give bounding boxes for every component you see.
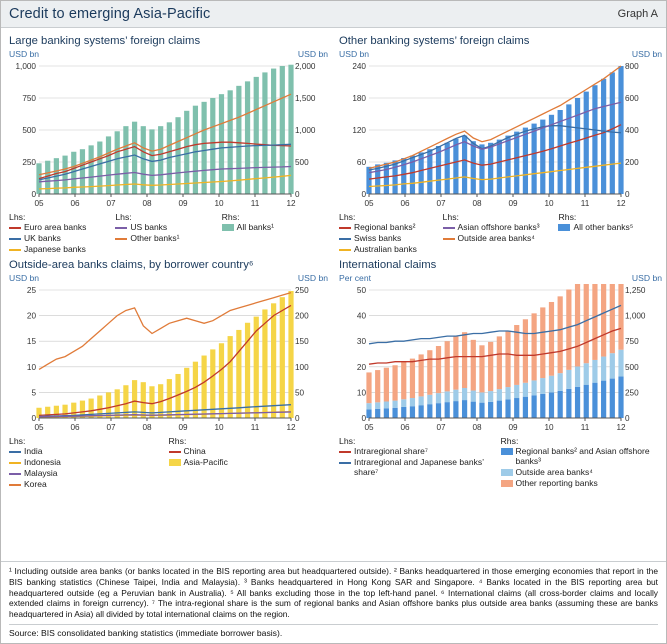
panel-2-right-unit: USD bn	[631, 49, 662, 59]
china-swatch	[169, 451, 181, 454]
svg-text:500: 500	[625, 362, 639, 372]
korea-swatch	[9, 484, 21, 487]
legend-item	[339, 245, 443, 255]
panel-1-legend-col-2	[115, 212, 221, 256]
indonesia-swatch	[9, 462, 21, 465]
svg-text:1,500: 1,500	[295, 94, 316, 103]
panel-2-legend-lhs2-label: Lhs:	[442, 212, 459, 222]
svg-text:06: 06	[70, 199, 80, 208]
legend-label: Regional banks² and Asian offshore banks³	[515, 446, 650, 466]
panel-4-left-unit: Per cent	[339, 273, 372, 283]
page-title: Credit to emerging Asia-Pacific	[9, 6, 211, 22]
panel-3-legend-col-2	[169, 436, 329, 491]
legend-label: Japanese banks	[24, 244, 86, 254]
svg-text:11: 11	[250, 423, 260, 432]
panel-1-legend-col-3	[222, 212, 328, 256]
svg-text:120: 120	[352, 126, 366, 135]
svg-text:0: 0	[361, 190, 366, 199]
panel-3-plot	[5, 284, 330, 434]
euro-area-swatch	[9, 227, 21, 230]
svg-text:250: 250	[295, 286, 309, 295]
panel-1-plot	[5, 60, 330, 210]
panel-3-svg	[5, 284, 327, 434]
panel-4-legend-lhs-label: Lhs:	[339, 436, 356, 446]
panel-international-claims	[335, 256, 664, 491]
svg-text:0: 0	[295, 190, 300, 199]
legend-label: Euro area banks	[24, 222, 87, 232]
svg-text:750: 750	[625, 337, 639, 347]
svg-text:1,000: 1,000	[295, 126, 316, 135]
india-swatch	[9, 451, 21, 454]
legend-label: Swiss banks	[354, 233, 402, 243]
svg-text:1,000: 1,000	[625, 311, 646, 321]
swiss-swatch	[339, 238, 351, 241]
regional-swatch	[339, 227, 351, 230]
panel-4-plot	[335, 284, 664, 434]
legend-label: All other banks⁵	[573, 222, 634, 232]
svg-text:12: 12	[286, 423, 296, 432]
legend-item	[115, 234, 221, 244]
panel-2-plot	[335, 60, 664, 210]
legend-item	[443, 234, 559, 244]
svg-text:10: 10	[214, 199, 224, 208]
svg-text:09: 09	[178, 199, 188, 208]
panel-1-title: Large banking systems’ foreign claims	[9, 35, 201, 47]
svg-text:12: 12	[616, 199, 626, 208]
legend-label: Indonesia	[24, 457, 61, 467]
panel-3-legend-lhs-label: Lhs:	[9, 436, 26, 446]
panel-1-svg	[5, 60, 327, 210]
svg-text:12: 12	[286, 199, 296, 208]
svg-text:5: 5	[31, 388, 36, 398]
svg-text:250: 250	[22, 158, 36, 167]
svg-text:750: 750	[22, 94, 36, 103]
panel-1-legend	[5, 210, 330, 256]
panel-2-svg	[335, 60, 657, 210]
panel-4-svg	[335, 284, 657, 434]
svg-text:500: 500	[22, 126, 36, 135]
legend-label: Outside area banks⁴	[457, 233, 535, 243]
legend-label: Asia-Pacific	[183, 457, 228, 467]
legend-item	[9, 447, 169, 457]
svg-text:250: 250	[625, 388, 639, 398]
graph-number: Graph A	[617, 8, 658, 20]
panel-4-right-unit: USD bn	[631, 273, 662, 283]
legend-label: Malaysia	[24, 468, 58, 478]
panel-3-legend	[5, 434, 330, 491]
panel-4-legend	[335, 434, 664, 490]
svg-text:240: 240	[352, 62, 366, 71]
panel-3-right-unit: USD bn	[297, 273, 328, 283]
legend-item	[169, 458, 329, 468]
svg-text:25: 25	[26, 286, 36, 295]
svg-text:07: 07	[436, 199, 446, 208]
legend-label: Other banks¹	[130, 233, 180, 243]
intraregional-japanese-swatch	[339, 462, 351, 465]
panel-3-left-unit: USD bn	[9, 273, 40, 283]
regional-offshore-swatch	[501, 448, 513, 455]
panel-1-axis-units	[5, 49, 330, 60]
svg-text:06: 06	[400, 423, 410, 432]
panel-large-banking-systems	[5, 32, 330, 256]
legend-label: All banks¹	[236, 222, 274, 232]
legend-item	[9, 245, 115, 255]
source-line: Source: BIS consolidated banking statistics (immediate borrower basis).	[9, 624, 658, 639]
svg-text:150: 150	[295, 337, 309, 347]
svg-text:09: 09	[178, 423, 188, 432]
svg-text:2,000: 2,000	[295, 62, 316, 71]
legend-label: Intraregional share⁷	[354, 446, 428, 456]
svg-text:05: 05	[364, 199, 374, 208]
legend-label: Intraregional and Japanese banks’ share⁷	[354, 457, 484, 477]
legend-item	[501, 468, 663, 478]
svg-text:50: 50	[356, 286, 366, 295]
svg-text:500: 500	[295, 158, 309, 167]
panel-1-legend-lhs2-label: Lhs:	[115, 212, 132, 222]
intraregional-swatch	[339, 451, 351, 454]
svg-text:11: 11	[580, 199, 590, 208]
panel-2-legend-lhs-label: Lhs:	[339, 212, 356, 222]
svg-text:0: 0	[31, 414, 36, 423]
panel-1-left-unit: USD bn	[9, 49, 40, 59]
panel-grid	[1, 28, 666, 491]
panel-2-legend-col-3	[558, 212, 662, 256]
legend-item	[9, 223, 115, 233]
legend-item	[9, 234, 115, 244]
svg-text:05: 05	[34, 199, 44, 208]
legend-item	[501, 479, 663, 489]
panel-1-legend-col-1	[9, 212, 115, 256]
legend-item	[169, 447, 329, 457]
svg-text:06: 06	[70, 423, 80, 432]
malaysia-swatch	[9, 473, 21, 476]
svg-text:100: 100	[295, 362, 309, 372]
svg-text:0: 0	[361, 414, 366, 423]
svg-text:800: 800	[625, 62, 639, 71]
legend-item	[443, 223, 559, 233]
panel-2-title: Other banking systems’ foreign claims	[339, 35, 530, 47]
svg-text:08: 08	[142, 423, 152, 432]
panel-3-title: Outside-area banks claims, by borrower country⁶	[9, 259, 254, 271]
svg-text:11: 11	[250, 199, 260, 208]
legend-label: UK banks	[24, 233, 61, 243]
panel-2-legend-col-2	[443, 212, 559, 256]
asia-pacific-swatch	[169, 459, 181, 466]
asian-offshore-swatch	[443, 227, 455, 230]
svg-text:50: 50	[295, 388, 305, 398]
svg-text:10: 10	[214, 423, 224, 432]
australian-swatch	[339, 249, 351, 252]
svg-text:20: 20	[26, 311, 36, 321]
legend-label: India	[24, 446, 43, 456]
panel-1-legend-rhs-label: Rhs:	[221, 212, 240, 222]
panel-4-legend-col-2	[501, 436, 663, 490]
footnotes-text: ¹ Including outside area banks (or banks located in the BIS reporting area but headquartered outside). ² Banks headquartered in those emerging economies that report in the BIS banking statistics (Chinese Taipei, India and Malaysia). ³ Banks headquartered in Hong Kong SAR and Singapore. ⁴ Banks located in the BIS reporting area but headquartered outside (eg a Peruvian bank in Australia). ⁵ All banks excluding those in the top left-hand panel. ⁶ International claims (all cross-border claims and locally extended claims in foreign currency). ⁷ The intra-regional share is the sum of regional banks and Asian offshore banks plus outside area banks (assuming these are banks headquartered in Asia) all divided by total international claims on the region.	[9, 566, 658, 619]
legend-item	[115, 223, 221, 233]
legend-label: China	[183, 446, 206, 456]
svg-text:08: 08	[142, 199, 152, 208]
legend-item	[339, 223, 443, 233]
svg-text:0: 0	[31, 190, 36, 199]
svg-text:0: 0	[625, 414, 630, 423]
svg-text:07: 07	[106, 199, 116, 208]
svg-text:10: 10	[544, 423, 554, 432]
legend-label: Korea	[24, 479, 47, 489]
panel-2-legend	[335, 210, 664, 256]
legend-item	[339, 458, 501, 477]
legend-label: Asian offshore banks³	[457, 222, 540, 232]
all-banks-swatch	[222, 224, 234, 231]
panel-4-title: International claims	[339, 259, 437, 271]
outside-area-swatch	[443, 238, 455, 241]
svg-text:0: 0	[295, 414, 300, 423]
svg-text:40: 40	[356, 311, 366, 321]
panel-other-banking-systems	[335, 32, 664, 256]
panel-3-axis-units	[5, 273, 330, 284]
svg-text:10: 10	[26, 362, 36, 372]
legend-label: Regional banks²	[354, 222, 416, 232]
page-header	[1, 1, 666, 28]
svg-text:12: 12	[616, 423, 626, 432]
panel-1-right-unit: USD bn	[297, 49, 328, 59]
svg-text:05: 05	[364, 423, 374, 432]
svg-text:07: 07	[436, 423, 446, 432]
svg-text:10: 10	[544, 199, 554, 208]
svg-text:08: 08	[472, 199, 482, 208]
legend-item	[9, 458, 169, 468]
legend-item	[9, 480, 169, 490]
uk-swatch	[9, 238, 21, 241]
svg-text:05: 05	[34, 423, 44, 432]
svg-text:15: 15	[26, 337, 36, 347]
legend-item	[339, 234, 443, 244]
legend-label: Australian banks	[354, 244, 417, 254]
panel-4-legend-rhs-label: Rhs:	[500, 436, 519, 446]
svg-text:400: 400	[625, 126, 639, 135]
panel-4-axis-units	[335, 273, 664, 284]
all-other-banks-swatch	[558, 224, 570, 231]
svg-text:180: 180	[352, 94, 366, 103]
svg-text:20: 20	[356, 362, 366, 372]
legend-item	[558, 223, 662, 233]
us-swatch	[115, 227, 127, 230]
legend-item	[9, 469, 169, 479]
panel-outside-area-claims	[5, 256, 330, 491]
svg-text:200: 200	[295, 311, 309, 321]
svg-text:06: 06	[400, 199, 410, 208]
panel-3-legend-col-1	[9, 436, 169, 491]
svg-text:1,000: 1,000	[15, 62, 36, 71]
legend-label: Other reporting banks	[515, 477, 598, 488]
footnotes-block	[1, 561, 666, 643]
svg-text:600: 600	[625, 94, 639, 103]
panel-2-axis-units	[335, 49, 664, 60]
svg-text:09: 09	[508, 199, 518, 208]
other-banks-swatch	[115, 238, 127, 241]
svg-text:200: 200	[625, 158, 639, 167]
legend-item	[339, 447, 501, 457]
panel-1-legend-lhs-label: Lhs:	[9, 212, 26, 222]
legend-item	[501, 447, 663, 466]
svg-text:07: 07	[106, 423, 116, 432]
svg-text:30: 30	[356, 337, 366, 347]
legend-label: Outside area banks⁴	[515, 466, 593, 477]
svg-text:11: 11	[580, 423, 590, 432]
svg-text:08: 08	[472, 423, 482, 432]
svg-text:09: 09	[508, 423, 518, 432]
legend-label: US banks	[130, 222, 168, 232]
svg-text:1,250: 1,250	[625, 286, 646, 295]
panel-2-legend-rhs-label: Rhs:	[558, 212, 577, 222]
panel-4-legend-col-1	[339, 436, 501, 490]
svg-text:0: 0	[625, 190, 630, 199]
svg-text:10: 10	[356, 388, 366, 398]
other-reporting-swatch	[501, 480, 513, 487]
outside-area-bars-swatch	[501, 469, 513, 476]
panel-2-legend-col-1	[339, 212, 443, 256]
japan-swatch	[9, 249, 21, 252]
panel-2-left-unit: USD bn	[339, 49, 370, 59]
svg-text:60: 60	[356, 158, 366, 167]
panel-3-legend-rhs-label: Rhs:	[168, 436, 187, 446]
legend-item	[222, 223, 328, 233]
